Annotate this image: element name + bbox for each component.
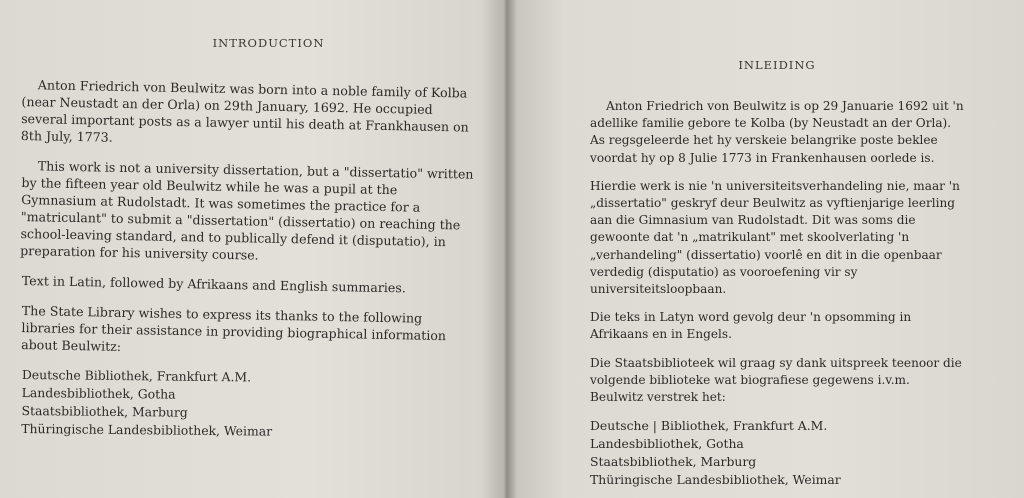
library-item: Thüringische Landesbibliothek, Weimar [21,420,273,439]
paragraph-dissertatio: This work is not a university dissertation, but a "dissertatio" written by the fifteen year old Beulwitz while he was a pupil at the Gymnasium at Rudolstadt. It was sometimes the practice for a "matriculant" to submit a "dissertation" (dissertatio) on reaching the school-leaving standard, and to publically defend it (disputatio), in preparation for his university course. [20,158,474,263]
paragraph-teks-nota: Die teks in Latyn word gevolg deur 'n opsomming in Afrikaans en in Engels. [590,310,912,342]
library-list [21,366,475,443]
library-item: Deutsche Bibliothek, Frankfurt A.M. [21,366,252,385]
page-heading-introduction: INTRODUCTION [212,36,325,50]
paragraph-dank: Die Staatsbiblioteek wil graag sy dank uitspreek teenoor die volgende biblioteke wat biografiese gegewens i.v.m. Beulwitz verstrek het: [590,355,962,405]
library-item: Landesbibliothek, Gotha [590,436,744,452]
library-item: Landesbibliothek, Gotha [21,384,176,402]
library-item: Staatsbibliothek, Marburg [21,402,188,420]
page-heading-inleiding: INLEIDING [738,58,816,72]
paragraph-thanks: The State Library wishes to express its thanks to the following libraries for their assistance in providing biographical information about Beulwitz: [21,302,447,354]
paragraph-text-note: Text in Latin, followed by Afrikaans and English summaries. [21,272,406,296]
paragraph-biography: Anton Friedrich von Beulwitz was born into a noble family of Kolba (near Neustadt an der Orla) on 29th January, 1692. He occupied several important posts as a lawyer until his death at Frankhausen on 8th July, 1773. [20,77,469,145]
library-list [590,417,964,489]
paragraph-verhandeling: Hierdie werk is nie 'n universiteitsverhandeling nie, maar 'n „dissertatio" geskryf deur Beulwitz as vyftienjarige leerling aan die Gimnasium van Rudolstadt. Dit was soms die gewoonte dat 'n „matrikulant" met skoolverlating 'n „verhandeling" (dissertatio) voorlê en dit in die openbaar verdedig (disputatio) as vooroefening vir sy universiteitsloopbaan. [590,178,960,297]
library-item: Staatsbibliothek, Marburg [590,454,757,470]
library-item: Deutsche | Bibliothek, Frankfurt A.M. [590,418,828,434]
library-item: Thüringische Landesbibliothek, Weimar [590,472,841,488]
right-page [510,0,1024,498]
left-page [0,0,505,498]
paragraph-biografie: Anton Friedrich von Beulwitz is op 29 Januarie 1692 uit 'n adellike familie gebore te Kolba (by Neustadt an der Orla). As regsgeleerde het hy verskeie belangrike poste beklee voordat hy op 8 Julie 1773 in Frankenhausen oorlede is. [590,99,964,165]
